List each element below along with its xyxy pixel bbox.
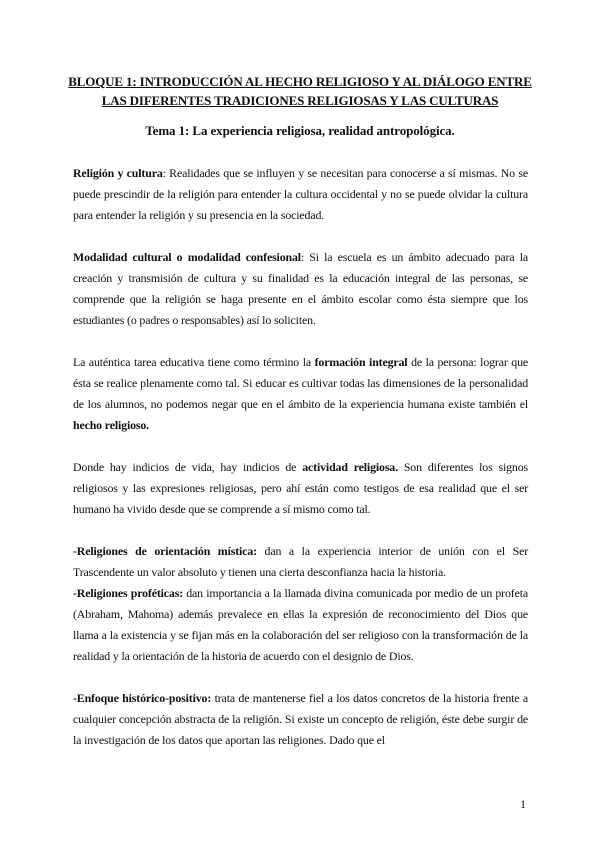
title-line-2: LAS DIFERENTES TRADICIONES RELIGIOSAS Y LAS CULTURAS — [101, 93, 499, 108]
paragraph-tarea-educativa — [73, 352, 528, 436]
paragraph-religion-cultura — [73, 163, 528, 226]
paragraph-text: Son diferentes los signos religiosos y las expresiones religiosas, pero ahí están como testigos de esa realidad que el ser humano ha vivido desde que se comprende a sí mismo como tal. — [73, 460, 528, 516]
paragraph-modalidad — [73, 247, 528, 331]
term-religiones-profeticas: -Religiones proféticas: — [73, 586, 184, 600]
title-line-1: BLOQUE 1: INTRODUCCIÓN AL HECHO RELIGIOSO Y AL DIÁLOGO ENTRE — [68, 74, 532, 89]
paragraph-enfoque-historico — [73, 688, 528, 751]
paragraph-religiones-misticas — [73, 541, 528, 583]
paragraph-actividad-religiosa — [73, 457, 528, 520]
term-religiones-misticas: -Religiones de orientación mística: — [73, 544, 257, 558]
paragraph-text: : Realidades que se influyen y se necesitan para conocerse a sí mismas. No se puede prescindir de la religión para entender la cultura occidental y no se puede olvidar la cultura para entender la religión y su presencia en la sociedad. — [73, 166, 528, 222]
paragraph-text: dan a la experiencia interior de unión con el Ser Trascendente un valor absoluto y tienen una cierta desconfianza hacia la historia. — [73, 544, 529, 579]
term-actividad-religiosa: actividad religiosa. — [302, 460, 398, 474]
paragraph-text: Donde hay indicios de vida, hay indicios de — [73, 460, 303, 474]
term-religion-cultura: Religión y cultura — [73, 166, 163, 180]
page-number: 1 — [520, 797, 526, 811]
section-subtitle: Tema 1: La experiencia religiosa, realidad antropológica. — [145, 123, 455, 138]
document-body — [73, 163, 528, 772]
paragraph-text: : Si la escuela es un ámbito adecuado para la creación y transmisión de cultura y su finalidad es la educación integral de las personas, se comprende que la religión se haga presente en el ámbito escolar como ésta siempre que los estudiantes (o padres o responsables) así lo soliciten. — [73, 250, 528, 327]
term-enfoque-historico: -Enfoque histórico-positivo: — [73, 691, 212, 705]
term-modalidad: Modalidad cultural o modalidad confesional — [73, 250, 301, 264]
paragraph-text: La auténtica tarea educativa tiene como término la — [73, 355, 315, 369]
paragraph-religiones-profeticas — [73, 583, 528, 667]
paragraph-text: dan importancia a la llamada divina comunicada por medio de un profeta (Abraham, Mahoma) además prevalece en ellas la expresión de reconocimiento del Dios que llama a la existencia y se fijan más en la colaboración del ser religioso con la transformación de la realidad y la orientación de la historia de acuerdo con el designio de Dios. — [73, 586, 528, 663]
term-formacion-integral: formación integral — [314, 355, 408, 369]
term-hecho-religioso: hecho religioso. — [73, 418, 149, 432]
paragraph-text: trata de mantenerse fiel a los datos concretos de la historia frente a cualquier concepción abstracta de la religión. Si existe un concepto de religión, éste debe surgir de la investigación de los datos que aportan las religiones. Dado que el — [73, 691, 528, 747]
paragraph-text: de la persona: lograr que ésta se realice plenamente como tal. Si educar es cultivar todas las dimensiones de la personalidad de los alumnos, no podemos negar que en el ámbito de la experiencia humana existe también el — [73, 355, 529, 411]
document-title — [60, 72, 540, 110]
